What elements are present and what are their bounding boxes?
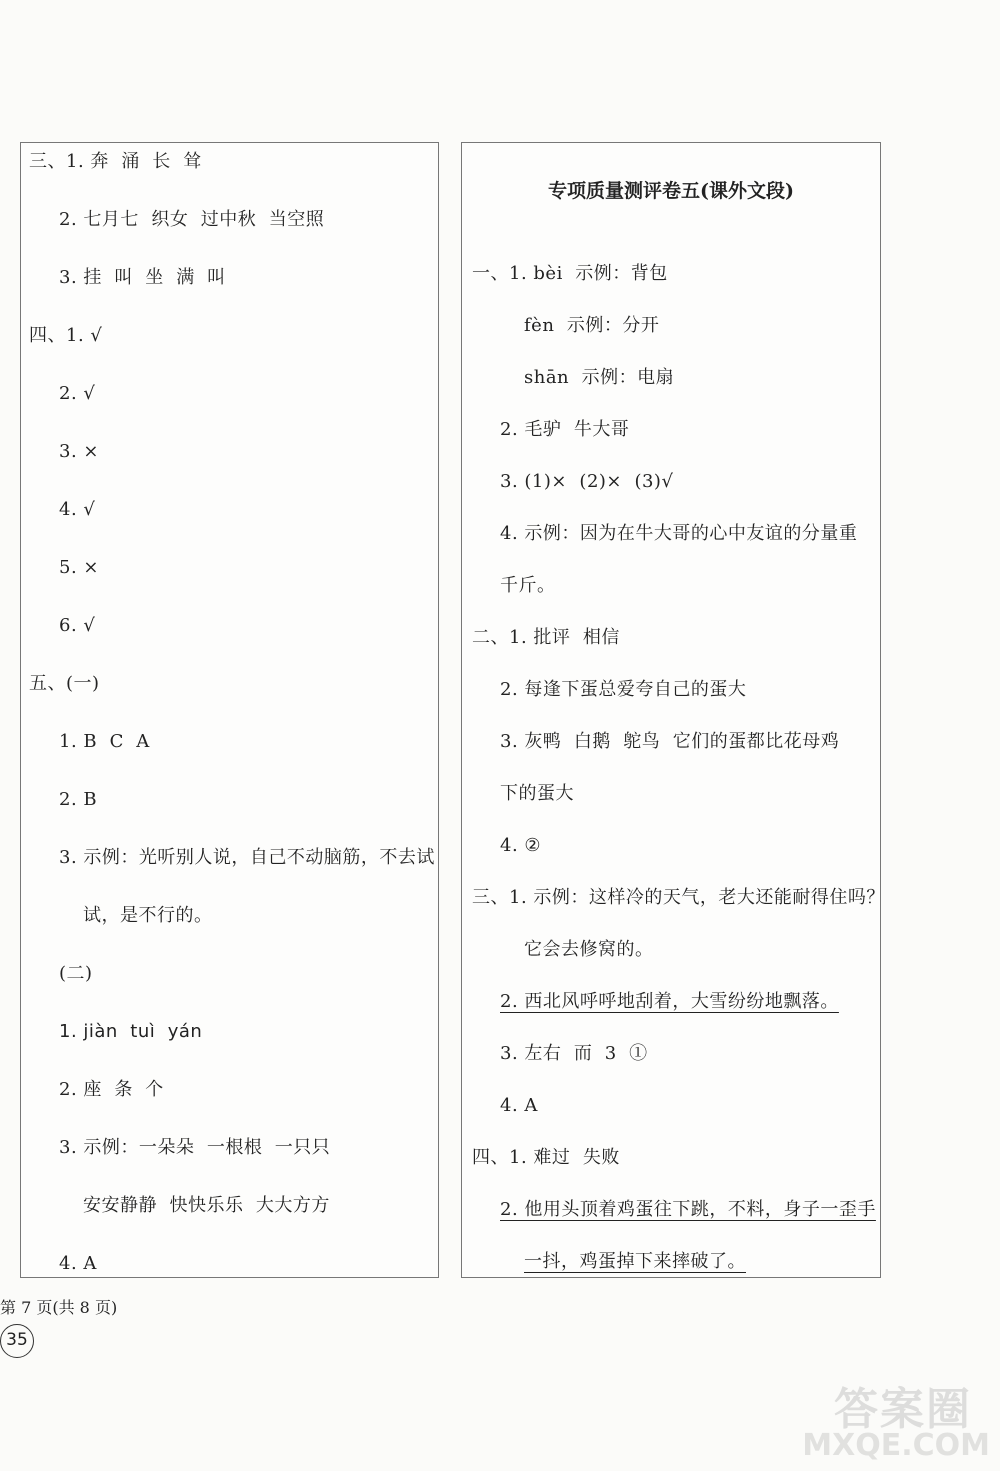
answer-line: 1. jiàn tuì yán <box>59 1021 203 1042</box>
answer-line: 它会去修窝的。 <box>524 939 654 960</box>
answer-line: 4. A <box>59 1253 97 1274</box>
answer-line: 4. ② <box>500 835 542 856</box>
answer-line: fèn 示例：分开 <box>524 315 660 336</box>
answer-line: 一抖，鸡蛋掉下来摔破了。 <box>524 1251 746 1272</box>
answer-line: 4. √ <box>59 499 96 520</box>
answer-line: 试，是不行的。 <box>83 905 213 926</box>
section-title: 专项质量测评卷五(课外文段) <box>548 180 794 202</box>
answer-line: 2. 他用头顶着鸡蛋往下跳，不料，身子一歪手 <box>500 1199 876 1220</box>
answer-line: 2. B <box>59 789 98 810</box>
answer-line: 2. 座 条 个 <box>59 1079 164 1100</box>
answer-line: 2. √ <box>59 383 96 404</box>
answer-line: 2. 七月七 织女 过中秋 当空照 <box>59 209 325 230</box>
answer-line: 6. √ <box>59 615 96 636</box>
answer-line: 3. 示例：光听别人说，自己不动脑筋，不去试 <box>59 847 435 868</box>
page-number-badge: 35 <box>0 1324 34 1358</box>
page-count-label: 第 7 页(共 8 页) <box>0 1298 118 1317</box>
answer-line: 安安静静 快快乐乐 大大方方 <box>83 1195 330 1216</box>
answer-line: 3. 挂 叫 坐 满 叫 <box>59 267 226 288</box>
answer-line: 下的蛋大 <box>500 783 574 804</box>
answer-line: 2. 每逢下蛋总爱夸自己的蛋大 <box>500 679 747 700</box>
answer-line: 4. A <box>500 1095 538 1116</box>
answer-line: 3. 示例：一朵朵 一根根 一只只 <box>59 1137 331 1158</box>
answer-line: 五、(一) <box>29 673 100 694</box>
answer-line: 千斤。 <box>500 575 556 596</box>
answer-line: 3. (1)× (2)× (3)√ <box>500 471 674 492</box>
answer-line: 三、1. 示例：这样冷的天气，老大还能耐得住吗？ <box>472 887 885 908</box>
answer-line: 5. × <box>59 557 99 578</box>
answer-line: 3. 左右 而 3 ① <box>500 1043 648 1064</box>
answer-line: 三、1. 奔 涌 长 耸 <box>29 151 202 172</box>
watermark <box>780 1373 990 1463</box>
answer-line: 3. × <box>59 441 99 462</box>
watermark-logo: 答案圈 <box>834 1384 972 1435</box>
answer-line: 4. 示例：因为在牛大哥的心中友谊的分量重 <box>500 523 858 544</box>
left-answer-panel <box>20 142 439 1278</box>
watermark-url: MXQE.COM <box>802 1428 990 1463</box>
answer-line: 2. 西北风呼呼地刮着，大雪纷纷地飘落。 <box>500 991 839 1012</box>
answer-line: 二、1. 批评 相信 <box>472 627 620 648</box>
answer-line: 一、1. bèi 示例：背包 <box>472 263 668 284</box>
answer-line: 2. 毛驴 牛大哥 <box>500 419 630 440</box>
answer-line: 四、1. √ <box>29 325 103 346</box>
right-answer-panel <box>461 142 885 1278</box>
answer-line: (二) <box>59 963 93 984</box>
answer-line: 四、1. 难过 失败 <box>472 1147 620 1168</box>
answer-line: shān 示例：电扇 <box>524 367 675 388</box>
answer-line: 3. 灰鸭 白鹅 鸵鸟 它们的蛋都比花母鸡 <box>500 731 840 752</box>
answer-line: 1. B C A <box>59 731 150 752</box>
